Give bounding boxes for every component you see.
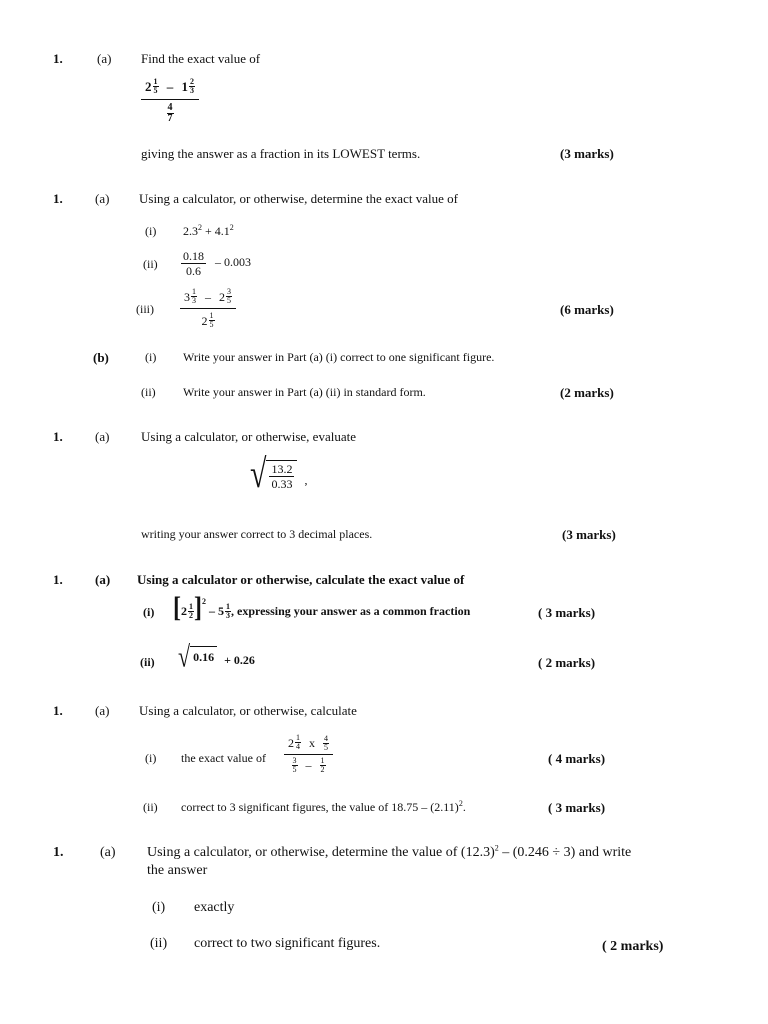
subpart-label: (ii) — [140, 655, 155, 669]
question-number: 1. — [53, 703, 63, 718]
square-root-expression: √ $\frac{13.2}{0.33}$ , — [250, 452, 308, 497]
marks-label: (6 marks) — [560, 302, 614, 317]
question-prompt: Using a calculator or otherwise, calculate the exact value of — [137, 572, 465, 587]
question-prompt: Find the exact value of — [141, 51, 261, 66]
part-label: (a) — [100, 845, 116, 860]
question-number: 1. — [53, 845, 64, 860]
marks-label: ( 2 marks) — [538, 655, 596, 670]
instruction-text: exactly — [194, 900, 235, 915]
part-label: (a) — [97, 51, 112, 66]
marks-label: (3 marks) — [560, 146, 614, 161]
expression: [ 2 1 2 ]$^2$ – 5 1 3 , expressing your answer as a common fraction — [173, 592, 471, 624]
subpart-label: (ii) — [141, 385, 156, 399]
question-prompt: Using a calculator, or otherwise, evaluate — [141, 429, 356, 444]
subpart-label: (i) — [145, 224, 157, 238]
marks-label: ( 4 marks) — [548, 751, 606, 766]
subpart-label: (i) — [145, 751, 157, 765]
subpart-label: (ii) — [150, 936, 168, 951]
marks-label: ( 3 marks) — [548, 800, 606, 815]
subpart-label: (ii) — [143, 257, 158, 271]
part-label: (a) — [95, 572, 111, 587]
subpart-label: (i) — [145, 350, 157, 364]
instruction-text: Write your answer in Part (a) (i) correct to one significant figure. — [183, 350, 495, 364]
question-number: 1. — [53, 191, 63, 206]
marks-label: ( 2 marks) — [602, 939, 664, 954]
subpart-label: (i) — [152, 900, 166, 915]
instruction-text: correct to 3 significant figures, the value of $18.75 - (2.11)^2$. — [181, 799, 466, 814]
instruction-text: correct to two significant figures. — [194, 936, 381, 951]
complex-fraction: 3 1 3 – 2 3 5 2 1 5 — [180, 288, 236, 329]
part-label: (b) — [93, 350, 109, 365]
question-number: 1. — [53, 572, 63, 587]
instruction-text: the exact value of — [181, 751, 266, 765]
question-prompt: Using a calculator, or otherwise, calculate — [139, 703, 357, 718]
part-label: (a) — [95, 429, 110, 444]
expression: $2.3^2 + 4.1^2$ — [183, 223, 234, 238]
complex-fraction: 2 1 5 – 1 2 3 $\frac{4}{7}$ — [141, 78, 199, 124]
subpart-label: (ii) — [143, 800, 158, 814]
expression: √ 0.16 + 0.26 — [178, 639, 255, 674]
answer-instruction: writing your answer correct to 3 decimal places. — [141, 527, 373, 541]
part-label: (a) — [95, 191, 110, 206]
marks-label: ( 3 marks) — [538, 605, 596, 620]
question-prompt: Using a calculator, or otherwise, determine the exact value of — [139, 191, 458, 206]
question-number: 1. — [53, 429, 63, 444]
marks-label: (3 marks) — [562, 527, 616, 542]
question-number: 1. — [53, 51, 63, 66]
question-prompt-continued: the answer — [147, 863, 208, 878]
expression: $\frac{0.18}{0.6}$ – 0.003 — [183, 249, 251, 278]
instruction-text: Write your answer in Part (a) (ii) in standard form. — [183, 385, 426, 399]
subpart-label: (i) — [143, 605, 155, 619]
answer-instruction: giving the answer as a fraction in its LOWEST terms. — [141, 146, 421, 161]
marks-label: (2 marks) — [560, 385, 614, 400]
part-label: (a) — [95, 703, 110, 718]
subpart-label: (iii) — [136, 302, 154, 316]
question-prompt: Using a calculator, or otherwise, determine the value of $(12.3)^2 - (0.246 \div 3)$ and write — [147, 843, 632, 860]
complex-fraction: 2 1 4 x $\frac{4}{5}$ $\frac{3}{5}$ – $\frac{1}{2}$ — [284, 734, 333, 774]
